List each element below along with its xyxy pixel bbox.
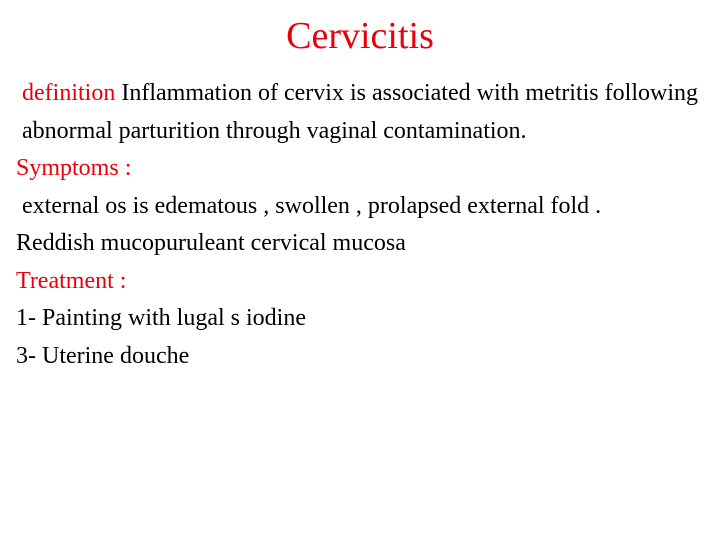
symptoms-heading: Symptoms : bbox=[16, 155, 132, 181]
slide-title: Cervicitis bbox=[286, 15, 434, 57]
treatment-heading: Treatment : bbox=[16, 267, 127, 294]
treatment-item-1: 1- Painting with lugal s iodine bbox=[16, 305, 306, 331]
symptoms-line-1: external os is edematous , swollen , prolapsed external fold . bbox=[22, 192, 602, 219]
slide-body bbox=[16, 75, 698, 375]
definition-label: definition bbox=[22, 80, 116, 106]
treatment-item-2: 3- Uterine douche bbox=[16, 342, 190, 369]
definition-paragraph bbox=[16, 75, 698, 150]
symptoms-line-2: Reddish mucopuruleant cervical mucosa bbox=[16, 230, 406, 256]
definition-text: Inflammation of cervix is associated with metritis following abnormal parturition through vaginal contamination. bbox=[22, 80, 698, 144]
